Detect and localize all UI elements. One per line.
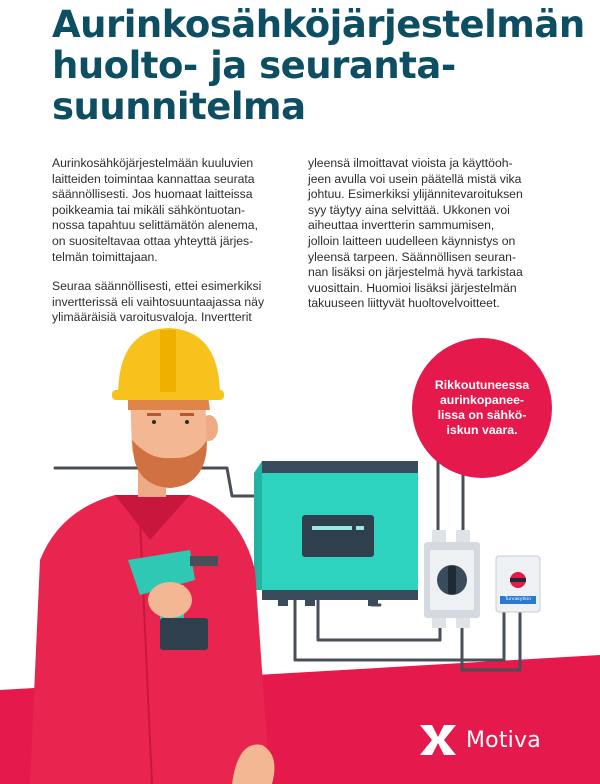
text-line: säännöllisesti. Jos huomaat laitteissa (52, 187, 253, 202)
warning-line: iskun vaara. (446, 423, 518, 437)
warning-line: lissa on sähkö- (437, 408, 527, 422)
inverter-display (302, 515, 374, 557)
text-line: vuosittain. Huomioi lisäksi järjestelmän (308, 280, 517, 295)
text-line: Aurinkosähköjärjestelmään kuuluvien (52, 156, 254, 170)
text-line: ylimääräisiä varoitusvaloja. Invertterit (52, 310, 252, 325)
text-line: telmän toimittajaan. (52, 249, 158, 264)
title-line-2: huolto- ja seuranta- (52, 44, 456, 87)
warning-line: Rikkoutuneessa (434, 378, 530, 392)
worker (30, 328, 274, 784)
text-line: nossa tapahtuu selittämätön alenema, (52, 218, 258, 233)
text-line: aiheuttaa invertterin sammumisen, (308, 218, 495, 233)
logo-text: Motiva (466, 727, 541, 753)
motiva-logo-icon (418, 723, 458, 757)
text-line: poikkeamia tai mikäli sähköntuotan- (52, 202, 246, 217)
text-line: yleensä ilmoittavat vioista ja käyttöoh- (308, 156, 513, 170)
text-line: yleensä tarpeen. Säännöllisen seuran- (308, 249, 517, 264)
text-line: jolloin laitteen uudelleen käynnistys on (308, 233, 516, 248)
disconnect-switch (424, 530, 480, 628)
text-line: laitteiden toimintaa kannattaa seurata (52, 171, 255, 186)
title-line-1: Aurinkosähköjärjestelmän (52, 3, 585, 46)
text-line: takuuseen liittyvät huoltovelvoitteet. (308, 296, 500, 311)
warning-bubble (412, 338, 552, 478)
title-line-3: suunnitelma (52, 85, 306, 128)
text-line: Seuraa säännöllisesti, ettei esimerkiksi (52, 279, 262, 294)
safety-switch (496, 556, 540, 612)
warning-line: aurinkopanee- (439, 393, 525, 407)
text-line: invertterissä eli vaihtosuuntaajassa näy (52, 294, 265, 309)
text-line: nan lisäksi on järjestelmä hyvä tarkistaa (308, 265, 523, 280)
safety-switch-label: Turvakytkin (504, 597, 532, 602)
text-line: on suositeltavaa ottaa yhteyttä järjes- (52, 233, 254, 248)
motiva-logo (418, 722, 541, 758)
text-line: jeen avulla voi usein päätellä mistä vika (308, 171, 522, 186)
inverter (254, 461, 418, 606)
text-line: syy täytyy aina selvittää. Ukkonen voi (308, 202, 510, 217)
text-line: johtuu. Esimerkiksi ylijännitevaroituksen (308, 187, 523, 202)
